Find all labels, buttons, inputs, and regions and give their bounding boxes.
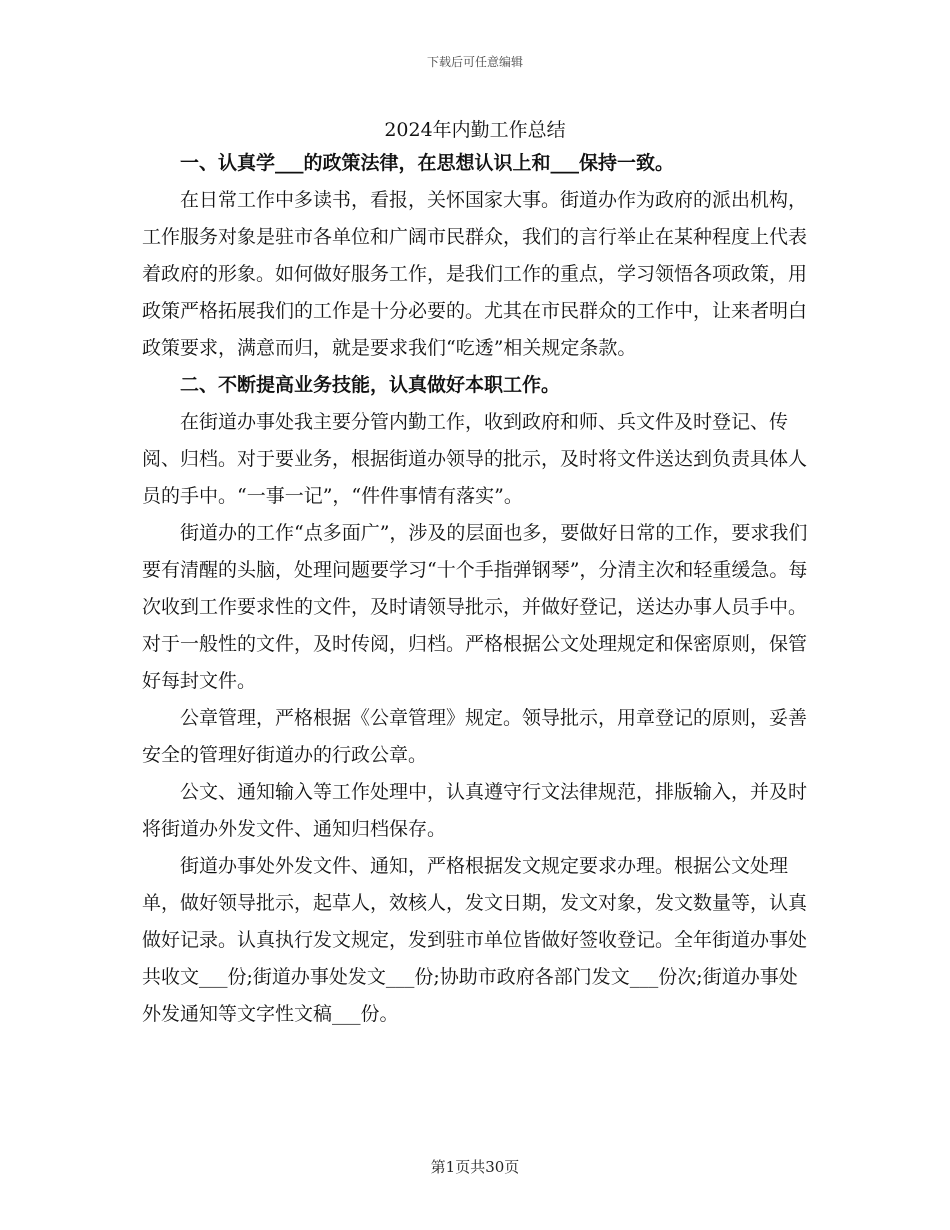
section-heading-1: 一、认真学___的政策法律，在思想认识上和___保持一致。 xyxy=(180,152,675,174)
document-body xyxy=(142,145,812,1033)
paragraph-3: 街道办的工作“点多面广”，涉及的层面也多，要做好日常的工作，要求我们要有清醒的头脑，处理问题要学习“十个手指弹钢琴”，分清主次和轻重缓急。每次收到工作要求性的文件，及时请领导批示，并做好登记，送达办事人员手中。对于一般性的文件，及时传阅，归档。严格根据公文处理规定和保密原则，保管好每封文件。 xyxy=(142,522,808,692)
section-heading-2: 二、不断提高业务技能，认真做好本职工作。 xyxy=(180,374,561,396)
paragraph-2: 在街道办事处我主要分管内勤工作，收到政府和师、兵文件及时登记、传阅、归档。对于要业务，根据街道办领导的批示，及时将文件送达到负责具体人员的手中。“一事一记”，“件件事情有落实”。 xyxy=(142,411,808,507)
paragraph-6: 街道办事处外发文件、通知，严格根据发文规定要求办理。根据公文处理单，做好领导批示，起草人，效核人，发文日期，发文对象，发文数量等，认真做好记录。认真执行发文规定，发到驻市单位皆做好签收登记。全年街道办事处共收文___份;街道办事处发文___份;协助市政府各部门发文___份次;街道办事处外发通知等文字性文稿___份。 xyxy=(142,855,808,1025)
page-number: 第1页共30页 xyxy=(430,1158,520,1176)
document-title: 2024年内勤工作总结 xyxy=(384,119,566,141)
paragraph-1: 在日常工作中多读书，看报，关怀国家大事。街道办作为政府的派出机构，工作服务对象是驻市各单位和广阔市民群众，我们的言行举止在某种程度上代表着政府的形象。如何做好服务工作，是我们工作的重点，学习领悟各项政策，用政策严格拓展我们的工作是十分必要的。尤其在市民群众的工作中，让来者明白政策要求，满意而归，就是要求我们“吃透”相关规定条款。 xyxy=(142,189,808,359)
paragraph-5: 公文、通知输入等工作处理中，认真遵守行文法律规范，排版输入，并及时将街道办外发文件、通知归档保存。 xyxy=(142,781,808,840)
paragraph-4: 公章管理，严格根据《公章管理》规定。领导批示，用章登记的原则，妥善安全的管理好街道办的行政公章。 xyxy=(142,707,808,766)
page-header-note: 下载后可任意编辑 xyxy=(426,55,523,69)
